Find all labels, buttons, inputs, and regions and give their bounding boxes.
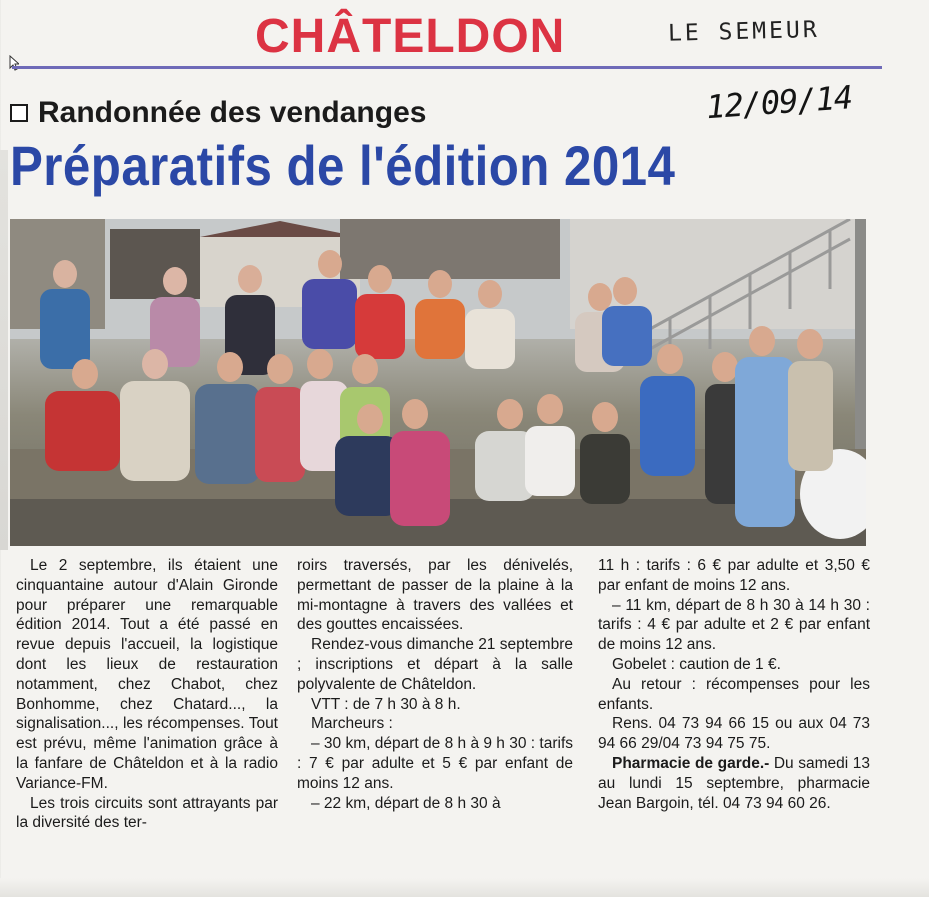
article-column-1: [16, 556, 278, 876]
article-paragraph: – 11 km, départ de 8 h 30 à 14 h 30 : tarifs : 4 € par adulte et 2 € par enfant de moins 12 ans.: [598, 596, 870, 654]
article-kicker: [10, 92, 530, 134]
article-paragraph: Les trois circuits sont attrayants par la diversité des ter-: [16, 794, 278, 832]
article-paragraph: Le 2 septembre, ils étaient une cinquantaine autour d'Alain Gironde pour préparer une remarquable édition 2014. Tout a été passé en revue depuis l'accueil, la logistique dont les lieux de restauration notamment, chez Chabot, chez Bonhomme, chez Chatard..., la signalisation..., les récompenses. Tout est prévu, même l'animation grâce à la fanfare de Châteldon et à la radio Variance-FM.: [16, 557, 278, 792]
article-paragraph: Rens. 04 73 94 66 15 ou aux 04 73 94 66 29/04 73 94 75 75.: [598, 715, 870, 753]
article-column-2: [297, 556, 573, 876]
pharmacy-lead: Pharmacie de garde.-: [612, 754, 770, 772]
article-paragraph: roirs traversés, par les dénivelés, permettant de passer de la plaine à la mi-montagne à travers des vallées et des gouttes encaissées.: [297, 557, 573, 634]
page-bottom-edge: [0, 878, 929, 897]
article-paragraph: Gobelet : caution de 1 €.: [612, 655, 781, 673]
article-column-3: [598, 556, 870, 876]
pharmacy-text: Du samedi 13 au lundi 15 septembre, pharmacie Jean Bargoin, tél. 04 73 94 60 26.: [598, 754, 870, 812]
article-paragraph: Marcheurs :: [311, 715, 393, 733]
handwritten-source-note: LE SEMEUR: [667, 16, 820, 47]
kicker-text: Randonnée des vendanges: [38, 96, 427, 129]
article-paragraph: – 22 km, départ de 8 h 30 à: [311, 794, 501, 812]
header-rule: [12, 66, 882, 69]
article-paragraph: VTT : de 7 h 30 à 8 h.: [311, 695, 461, 713]
article-headline: Préparatifs de l'édition 2014: [10, 134, 676, 197]
article-paragraph: – 30 km, départ de 8 h à 9 h 30 : tarifs : 7 € par adulte et 5 € par enfant de moins 12 ans.: [297, 735, 573, 792]
page-edge: [0, 150, 8, 550]
article-paragraph: 11 h : tarifs : 6 € par adulte et 3,50 € par enfant de moins 12 ans.: [598, 557, 870, 594]
square-bullet-icon: [10, 104, 28, 122]
article-paragraph: Au retour : récompenses pour les enfants.: [598, 675, 870, 713]
article-paragraph: Rendez-vous dimanche 21 septembre ; inscriptions et départ à la salle polyvalente de Châteldon.: [297, 636, 573, 693]
group-photo: [10, 219, 866, 546]
city-heading: CHÂTELDON: [255, 10, 566, 63]
pharmacy-notice: [598, 754, 870, 813]
handwritten-date-note: 12/09/14: [704, 78, 854, 127]
group-photo-icon: [10, 219, 866, 546]
